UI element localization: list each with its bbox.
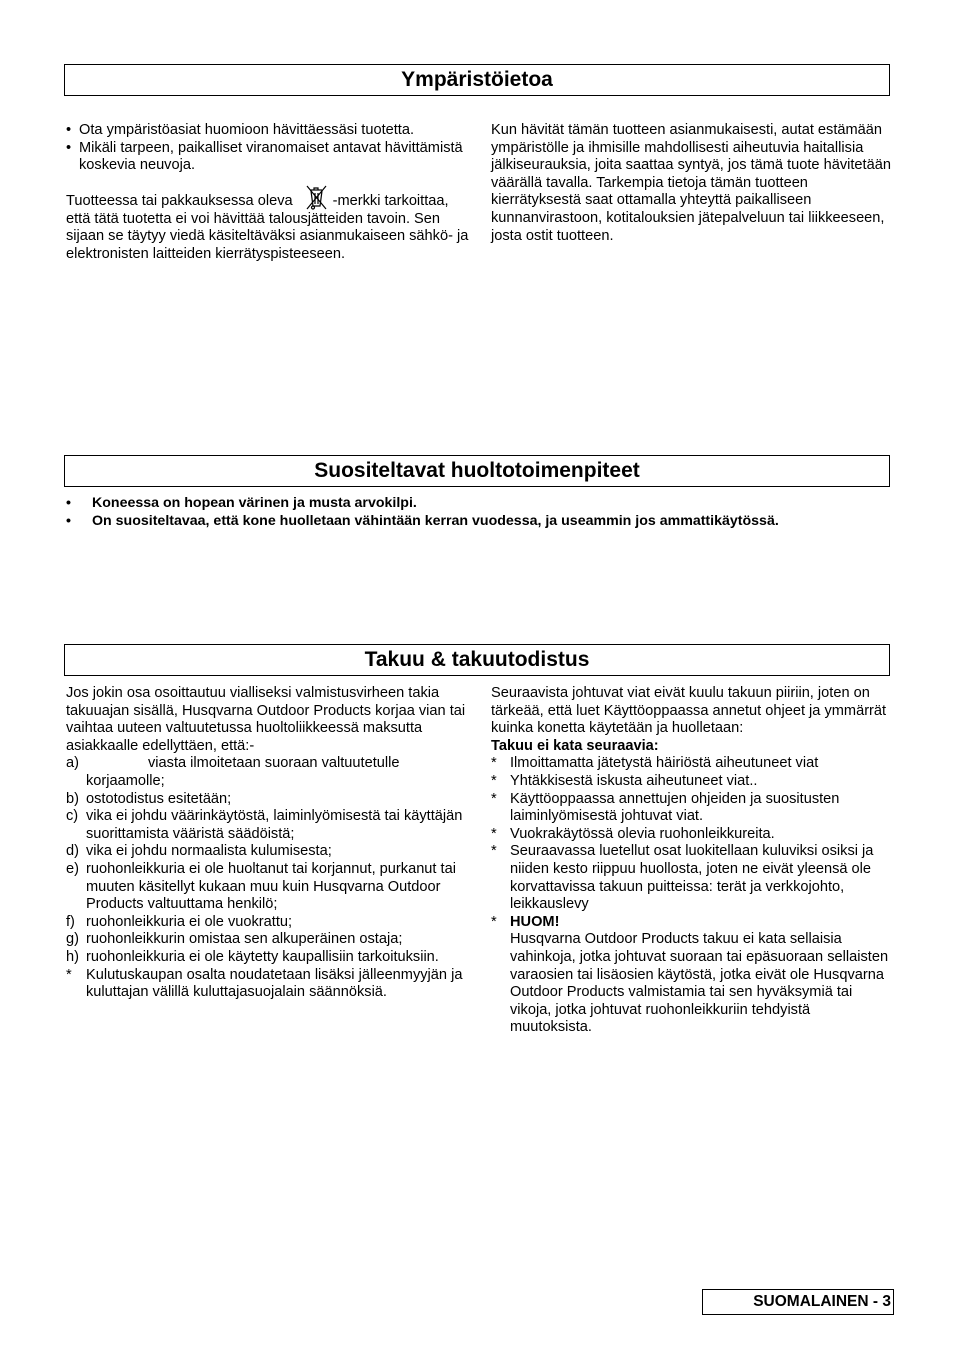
condition-text: ruohonleikkuria ei ole huoltanut tai korjannut, purkanut tai muuten käsitellyt kukaan muu kuin Husqvarna Outdoor Products valtuuttama henkilö; — [86, 860, 456, 913]
condition-marker: h) — [66, 948, 79, 965]
exclusion-marker: * — [491, 843, 497, 860]
symbol-text-after: -merkki tarkoittaa, että tätä tuotetta ei voi hävittää talousjätteiden tavoin. Sen sijaan se täytyy viedä käsiteltäväksi asianmukaiseen sähkö- ja elektronisten laitteiden kierrätyspisteeseen. — [66, 192, 469, 262]
exclusion-text: Seuraavassa luetellut osat luokitellaan kuluviksi osiksi ja niiden kesto riippuu huollosta, joten ne eivät yleensä ole korvattavissa takuun puitteissa: terät ja verkkojohto, leikkauslevy — [510, 843, 874, 913]
list-item: • Ota ympäristöasiat huomioon hävittäessäsi tuotetta. — [66, 122, 472, 140]
list-item: • Mikäli tarpeen, paikalliset viranomaiset antavat hävittämistä koskevia neuvoja. — [66, 140, 472, 175]
maintenance-bullet-list — [64, 494, 844, 530]
condition-item — [66, 791, 470, 809]
exclusion-item — [491, 843, 891, 913]
condition-marker: a) — [66, 755, 79, 772]
disposal-symbol-paragraph — [66, 183, 472, 264]
page-footer-label: SUOMALAINEN - 3 — [702, 1289, 894, 1315]
exclusion-text: Käyttöoppaassa annettujen ohjeiden ja suositusten laiminlyömisestä johtuvat viat. — [510, 790, 840, 825]
section-title-warranty: Takuu & takuutodistus — [64, 644, 890, 676]
condition-text: viasta ilmoitetaan suoraan valtuutetulle korjaamolle; — [86, 755, 400, 789]
condition-marker: f) — [66, 913, 75, 930]
exclusions-heading: Takuu ei kata seuraavia: — [491, 737, 659, 754]
symbol-text-before: Tuotteessa tai pakkauksessa oleva — [66, 192, 293, 209]
warranty-intro: Jos jokin osa osoittautuu vialliseksi valmistusvirheen takia takuuajan sisällä, Husqvarna Outdoor Products korjaa vian tai vaihtaa uuteen valtuutetussa huoltoliikkeessä maksutta asiakkaalle edellyttäen, että:- — [66, 685, 466, 754]
exclusion-item — [491, 773, 891, 791]
environment-left-column — [66, 122, 472, 264]
note-heading: HUOM! — [510, 913, 560, 930]
exclusion-marker: * — [491, 755, 497, 772]
condition-marker: g) — [66, 931, 79, 948]
section-title-environment: Ympäristöietoa — [64, 64, 890, 96]
note-item — [491, 914, 891, 932]
exclusion-text: Vuokrakäytössä olevia ruohonleikkureita. — [510, 825, 775, 842]
condition-item — [66, 843, 470, 861]
condition-text: ruohonleikkuria ei ole vuokrattu; — [86, 913, 293, 930]
environment-right-column — [491, 122, 891, 245]
condition-marker: * — [66, 966, 72, 983]
bullet-icon: • — [66, 513, 71, 529]
condition-text: ostotodistus esitetään; — [86, 790, 232, 807]
exclusion-text: Ilmoittamatta jätetystä häiriöstä aiheutuneet viat — [510, 755, 819, 772]
list-item — [64, 494, 844, 512]
condition-marker: b) — [66, 790, 79, 807]
list-item-text: Koneessa on hopean värinen ja musta arvokilpi. — [92, 495, 417, 511]
condition-text: ruohonleikkuria ei ole käytetty kaupallisiin tarkoituksiin. — [86, 948, 439, 965]
exclusion-text: Yhtäkkisestä iskusta aiheutuneet viat.. — [510, 772, 758, 789]
exclusion-marker: * — [491, 772, 497, 789]
list-item — [64, 512, 844, 530]
exclusion-item — [491, 791, 891, 826]
condition-marker: e) — [66, 860, 79, 877]
exclusion-marker: * — [491, 825, 497, 842]
bullet-icon: • — [66, 495, 71, 511]
note-marker: * — [491, 913, 497, 930]
condition-item — [66, 914, 470, 932]
crossed-out-wheelie-bin-icon — [301, 183, 331, 211]
condition-marker: d) — [66, 843, 79, 860]
condition-item — [66, 808, 470, 843]
exclusion-item — [491, 826, 891, 844]
warranty-left-column — [66, 685, 470, 1002]
condition-text: vika ei johdu väärinkäytöstä, laiminlyömisestä tai käyttäjän suorittamista vääristä säädöistä; — [86, 808, 463, 842]
exclusion-item — [491, 755, 891, 773]
section-title-maintenance: Suositeltavat huoltotoimenpiteet — [64, 455, 890, 487]
condition-item — [66, 755, 470, 790]
condition-item — [66, 949, 470, 967]
note-text: Husqvarna Outdoor Products takuu ei kata sellaisia vahinkoja, jotka johtuvat suoraan tai epäsuoraan sellaisten varaosien tai lisäosien käytöstä, jotka eivät ole Husqvarna Outdoor Products valmistamia tai sen hyväksymiä tai vikoja, jotka johtuvat ruohonleikkuriin tehdyistä muutoksista. — [510, 931, 889, 1036]
exclusion-marker: * — [491, 790, 497, 807]
exclusions-intro: Seuraavista johtuvat viat eivät kuulu takuun piiriin, joten on tärkeää, että luet Käyttöoppaassa annetut ohjeet ja ymmärrät kuinka konetta käytetään ja huolletaan: — [491, 685, 887, 737]
condition-item — [66, 931, 470, 949]
condition-item — [66, 861, 470, 914]
condition-text: vika ei johdu normaalista kulumisesta; — [86, 843, 332, 860]
condition-marker: c) — [66, 808, 79, 825]
recycling-info-text: Kun hävität tämän tuotteen asianmukaisesti, autat estämään ympäristölle ja ihmisille mahdollisesti aiheutuvia haitallisia jälkiseurauksia, joita saattaa syntyä, jos tämä tuote hävitetään väärällä tavalla. Tarkempia tietoja tämän tuotteen kierrätyksestä saat ottamalla yhteyttä paikalliseen kunnanvirastoon, kotitalouksien jätepalveluun tai liikkeeseen, josta ostit tuotteen. — [491, 122, 891, 244]
condition-text: ruohonleikkurin omistaa sen alkuperäinen ostaja; — [86, 931, 403, 948]
condition-text: Kulutuskaupan osalta noudatetaan lisäksi jälleenmyyjän ja kuluttajan välillä kuluttajasuojalain säännöksiä. — [86, 966, 463, 1001]
warranty-right-column — [491, 685, 891, 1037]
note-body — [491, 931, 891, 1037]
list-item-text: On suositeltavaa, että kone huolletaan vähintään kerran vuodessa, ja useammin jos ammattikäytössä. — [92, 513, 779, 529]
environment-bullet-list — [66, 122, 472, 175]
condition-item — [66, 967, 470, 1002]
